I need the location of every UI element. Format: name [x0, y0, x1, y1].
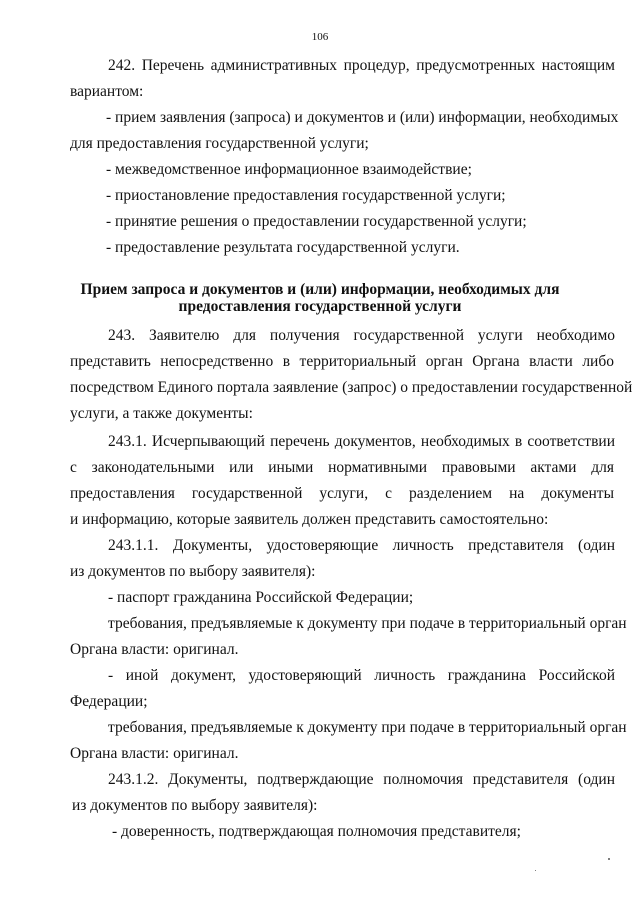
section-heading-line-1: Прием запроса и документов и (или) информации, необходимых для [80, 281, 560, 298]
paragraph-243-line-1: 243. Заявителю для получения государственной услуги необходимо [108, 327, 615, 344]
list-item-procedure-1-line-2: для предоставления государственной услуги; [70, 135, 369, 152]
paragraph-243-1-2-line-2: из документов по выбору заявителя): [72, 797, 318, 814]
paragraph-243-line-3: посредством Единого портала заявление (запрос) о предоставлении государственной [70, 379, 633, 396]
paragraph-243-line-2: представить непосредственно в территориальный орган Органа власти либо [70, 353, 614, 370]
scan-speck [535, 870, 536, 871]
paragraph-243-1-2-line-1: 243.1.2. Документы, подтверждающие полномочия представителя (один [108, 771, 615, 788]
list-item-procedure-4: - принятие решения о предоставлении государственной услуги; [106, 213, 527, 230]
paragraph-243-1-line-2: с законодательными или иными нормативными правовыми актами для [70, 459, 614, 476]
list-item-procedure-1-line-1: - прием заявления (запроса) и документов и (или) информации, необходимых [106, 109, 619, 126]
list-item-other-identity-document-line-1: - иной документ, удостоверяющий личность гражданина Российской [108, 667, 615, 684]
paragraph-242-line-2: вариантом: [70, 83, 144, 100]
paragraph-243-1-line-4: и информацию, которые заявитель должен представить самостоятельно: [70, 511, 549, 528]
list-item-procedure-3: - приостановление предоставления государственной услуги; [106, 187, 506, 204]
list-item-other-identity-document-line-2: Федерации; [70, 693, 148, 710]
scan-speck [608, 858, 610, 860]
requirements-other-document-line-2: Органа власти: оригинал. [70, 745, 239, 762]
paragraph-243-1-line-1: 243.1. Исчерпывающий перечень документов, необходимых в соответствии [108, 433, 615, 450]
list-item-power-of-attorney: - доверенность, подтверждающая полномочия представителя; [112, 823, 521, 840]
list-item-passport: - паспорт гражданина Российской Федерации; [108, 589, 414, 606]
paragraph-243-line-4: услуги, а также документы: [70, 405, 253, 422]
paragraph-243-1-1-line-1: 243.1.1. Документы, удостоверяющие личность представителя (один [108, 537, 615, 554]
page-number: 106 [311, 31, 329, 43]
requirements-other-document-line-1: требования, предъявляемые к документу при подаче в территориальный орган [108, 719, 627, 736]
list-item-procedure-5: - предоставление результата государственной услуги. [106, 239, 460, 256]
section-heading-line-2: предоставления государственной услуги [178, 298, 462, 315]
paragraph-243-1-line-3: предоставления государственной услуги, с разделением на документы [70, 485, 614, 502]
paragraph-243-1-1-line-2: из документов по выбору заявителя): [70, 563, 316, 580]
requirements-passport-line-2: Органа власти: оригинал. [70, 641, 239, 658]
requirements-passport-line-1: требования, предъявляемые к документу при подаче в территориальный орган [108, 615, 627, 632]
paragraph-242-line-1: 242. Перечень административных процедур, предусмотренных настоящим [108, 57, 615, 74]
list-item-procedure-2: - межведомственное информационное взаимодействие; [106, 161, 472, 178]
